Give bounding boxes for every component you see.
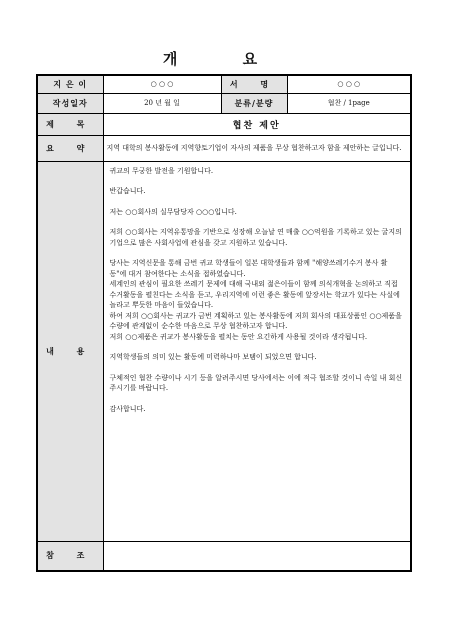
date-label: 작성일자 — [37, 93, 103, 113]
author-label: 지 은 이 — [37, 75, 103, 93]
summary-value: 지역 대학의 봉사활동에 지역향토기업이 자사의 제품을 무상 협찬하고자 함을 제안하는 글입니다. — [103, 135, 411, 161]
content-label: 내 용 — [37, 161, 103, 541]
subject-value: 협찬 제안 — [103, 113, 411, 135]
summary-label: 요 약 — [37, 135, 103, 161]
content-paragraph: 귀교의 무궁한 발전을 기원합니다. — [109, 166, 214, 175]
reference-label: 참 조 — [37, 541, 103, 571]
document-title: 개 요 — [162, 50, 288, 68]
reference-value — [103, 541, 411, 571]
content-paragraph: 반갑습니다. — [109, 187, 146, 195]
category-value: 협찬 / 1page — [287, 93, 411, 113]
content-paragraph: 감사합니다. — [109, 404, 146, 413]
content-paragraph: 저희 ○○제품은 귀교가 봉사활동을 펼치는 동안 요긴하게 사용될 것이라 생각됩니다. — [109, 332, 368, 341]
content-paragraph: 저희 ○○회사는 지역유통망을 기반으로 성장해 오늘날 연 매출 ○○억원을 기록하고 있는 굴지의 기업으로 많은 사회사업에 관심을 갖고 지원하고 있습니다. — [109, 228, 402, 247]
signature-label: 서 명 — [221, 75, 287, 93]
content-paragraph: 하여 저희 ○○회사는 귀교가 금번 계획하고 있는 봉사활동에 저희 회사의 대표상품인 ○○제품을 수량에 관계없이 순수한 마음으로 무상 협찬하고자 합니다. — [109, 311, 402, 330]
content-paragraph: 지역학생들의 의미 있는 활동에 미력하나마 보탬이 되었으면 합니다. — [109, 353, 317, 361]
signature-value: ○ ○ ○ — [287, 75, 411, 93]
subject-label: 제 목 — [37, 113, 103, 135]
author-value: ○ ○ ○ — [103, 75, 221, 93]
category-label: 분류/분량 — [221, 93, 287, 113]
content-paragraph: 구체적인 협찬 수량이나 시기 등을 알려주시면 당사에서는 이에 적극 협조할 것이니 속일 내 회신 주시기를 바랍니다. — [109, 373, 403, 392]
overview-table — [36, 74, 412, 572]
content-paragraph: 당사는 지역신문을 통해 금번 귀교 학생들이 일본 대학생들과 함께 "해양쓰레기수거 봉사 활동"에 대거 참여한다는 소식을 접하였습니다. — [109, 259, 388, 278]
content-body — [103, 161, 411, 541]
date-value: 20 년 월 일 — [103, 93, 221, 113]
content-paragraph: 저는 ○○회사의 실무담당자 ○○○입니다. — [109, 207, 237, 216]
content-paragraph: 세계인의 관심이 필요한 쓰레기 문제에 대해 국내외 젊은이들이 함께 의식개혁을 논의하고 직접 수거활동을 펼친다는 소식을 듣고, 우리지역에 이런 좋은 활동에 앞장서는 학교가 있다는 사실에 놀라고 뿌듯한 마음이 들었습니다. — [109, 280, 400, 309]
